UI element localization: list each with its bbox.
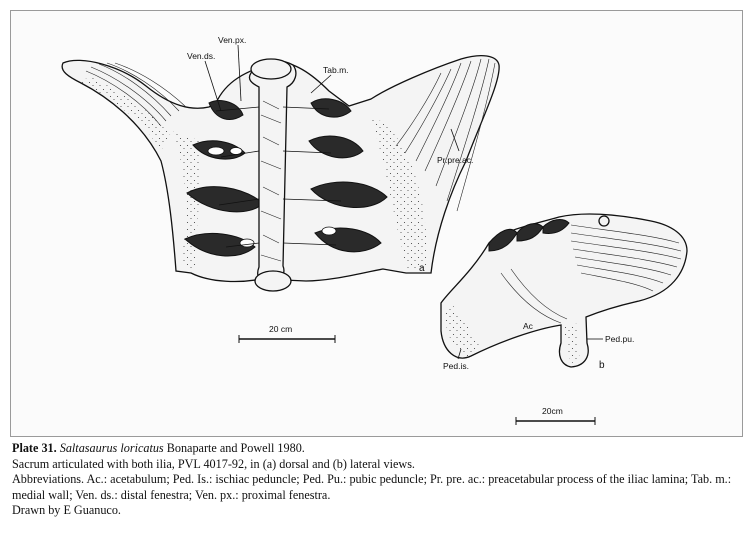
label-scale-a: 20 cm [269,324,293,334]
label-ac: Ac [523,321,533,331]
label-view-a: a [419,263,425,274]
species-name: Saltasaurus loricatus [59,441,164,455]
label-ped-is: Ped.is. [443,361,469,371]
bone-illustration [11,11,744,438]
label-ped-pu: Ped.pu. [605,334,635,344]
plate-figure [10,10,743,437]
lateral-view-drawing [441,214,687,367]
label-view-b: b [599,360,605,371]
plate-number: Plate 31. [12,441,57,455]
figure-caption [12,441,744,519]
label-scale-b: 20cm [542,406,563,416]
caption-description: Sacrum articulated with both ilia, PVL 4017-92, in (a) dorsal and (b) lateral views. [12,456,415,471]
caption-abbreviations: Abbreviations. Ac.: acetabulum; Ped. Is.: ischiac peduncle; Ped. Pu.: pubic peduncle; Pr. pre. ac.: preacetabular process of the iliac lamina; Tab. m.: medial wall; Ven. ds.: distal fenestra; Ven. px.: proximal fenestra. [12,472,732,502]
label-pr-pre-ac: Pr.pre.ac. [437,155,474,165]
label-ven-px: Ven.px. [218,35,247,45]
label-tab-m: Tab.m. [323,65,349,75]
dorsal-view-drawing [62,56,499,291]
caption-credit: Drawn by E Guanuco. [12,503,121,518]
label-ven-ds: Ven.ds. [187,51,216,61]
caption-title [12,441,744,457]
species-authority: Bonaparte and Powell 1980. [163,441,305,455]
